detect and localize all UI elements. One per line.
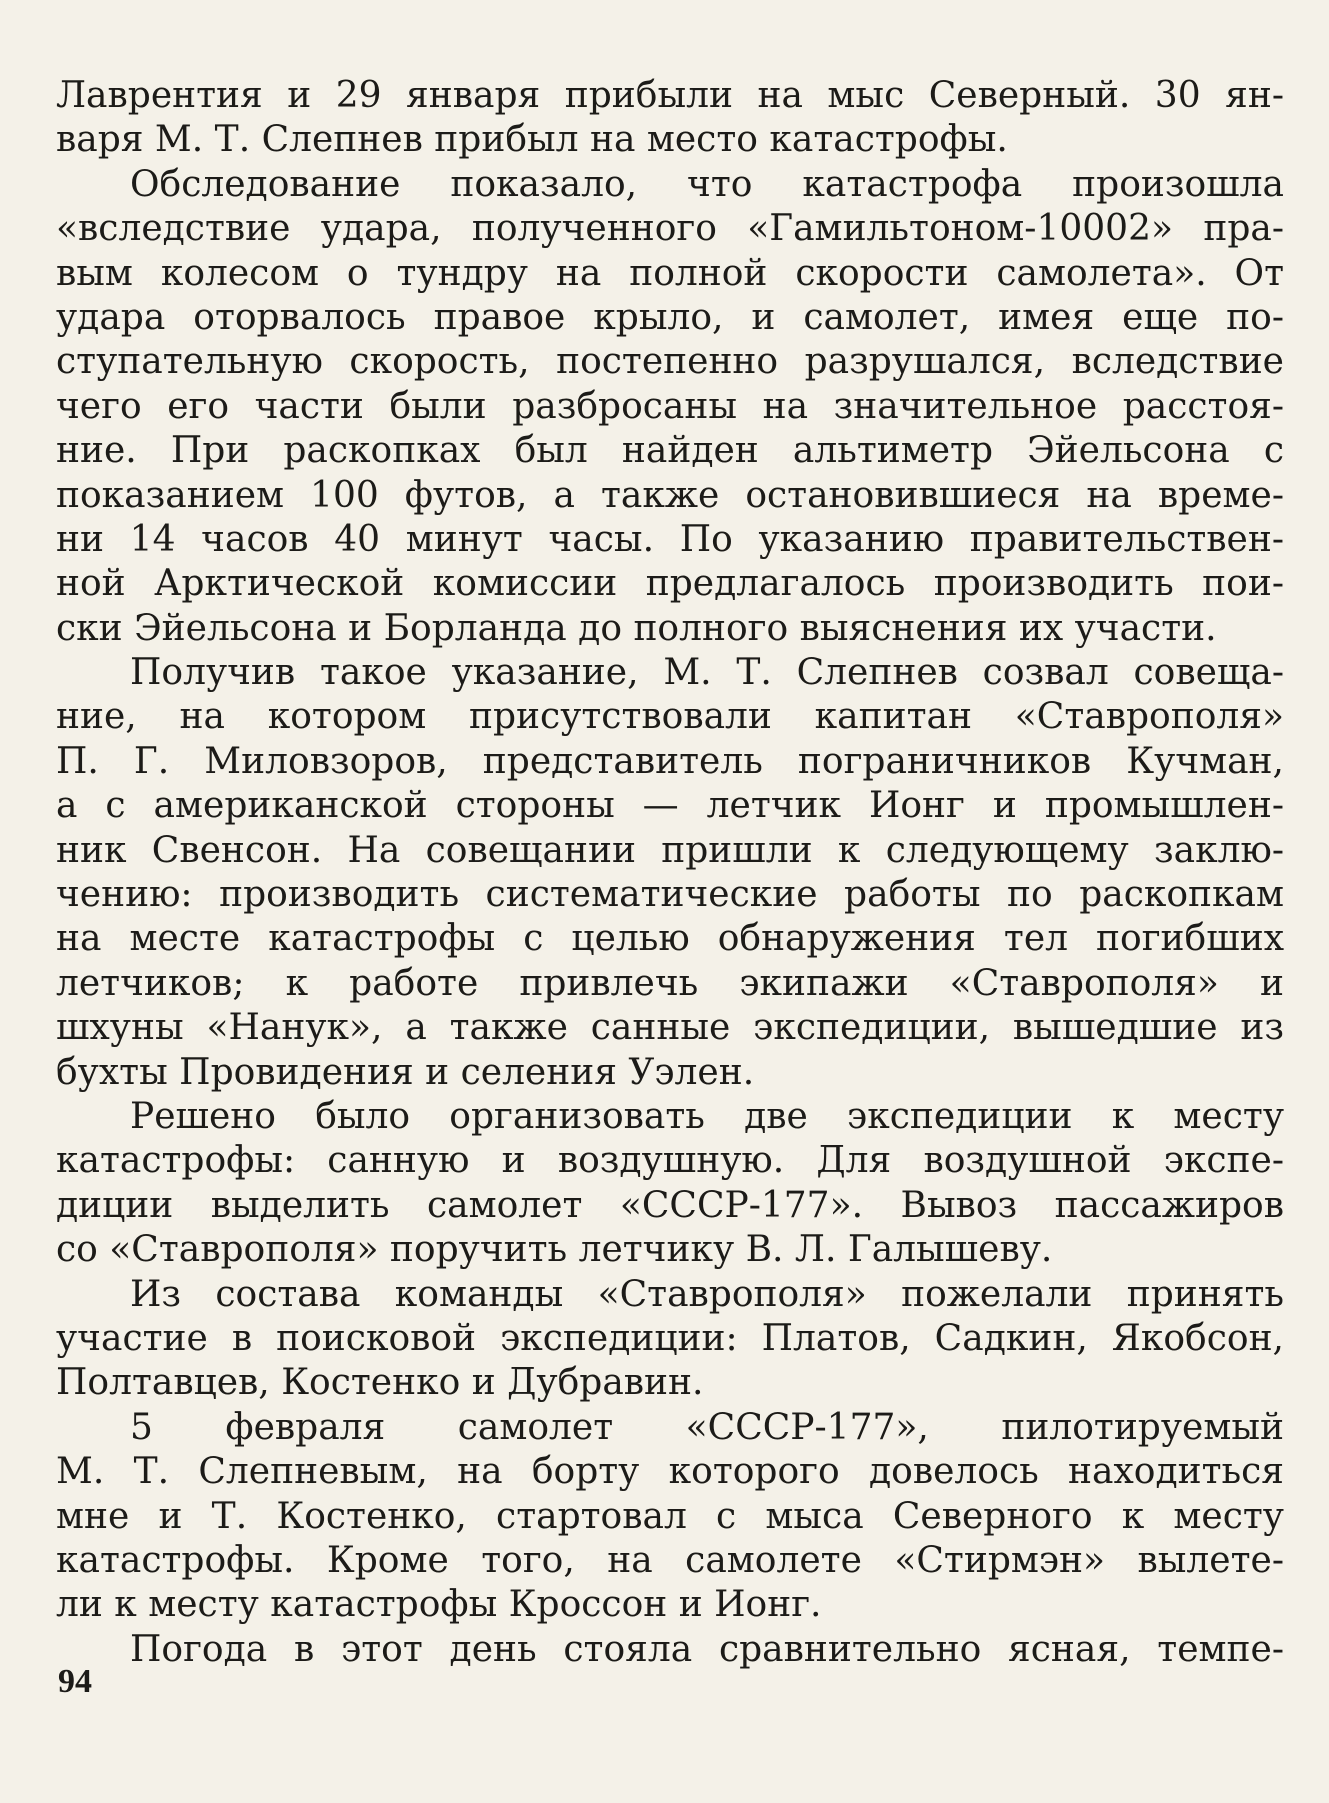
text-line: ной Арктической комиссии предлагалось производить пои- bbox=[56, 563, 1284, 605]
text-line: варя М. Т. Слепнев прибыл на место катастрофы. bbox=[56, 119, 1008, 161]
text-line: Получив такое указание, М. Т. Слепнев созвал совеща- bbox=[130, 652, 1284, 694]
text-line: Лаврентия и 29 января прибыли на мыс Северный. 30 ян- bbox=[56, 75, 1284, 116]
paragraph-2 bbox=[56, 163, 1284, 651]
paragraph-4 bbox=[56, 1095, 1284, 1273]
text-line: участие в поисковой экспедиции: Платов, Садкин, Якобсон, bbox=[56, 1317, 1284, 1359]
text-line: Погода в этот день стояла сравнительно ясная, темпе- bbox=[130, 1628, 1284, 1670]
text-line: Из состава команды «Ставрополя» пожелали принять bbox=[130, 1273, 1284, 1315]
text-line: ступательную скорость, постепенно разрушался, вследствие bbox=[56, 341, 1284, 383]
text-line: ни 14 часов 40 минут часы. По указанию правительствен- bbox=[56, 518, 1284, 560]
text-line: П. Г. Миловзоров, представитель пограничников Кучман, bbox=[56, 740, 1284, 782]
text-line: удара оторвалось правое крыло, и самолет, имея еще по- bbox=[56, 296, 1284, 338]
paragraph-3 bbox=[56, 651, 1284, 1095]
text-line: Решено было организовать две экспедиции к месту bbox=[130, 1095, 1284, 1137]
text-line: летчиков; к работе привлечь экипажи «Ставрополя» и bbox=[56, 962, 1284, 1004]
paragraph-5 bbox=[56, 1273, 1284, 1406]
text-line: со «Ставрополя» поручить летчику В. Л. Галышеву. bbox=[56, 1229, 1053, 1271]
text-line: катастрофы: санную и воздушную. Для воздушной экспе- bbox=[56, 1140, 1284, 1182]
paragraph-7 bbox=[56, 1628, 1284, 1672]
text-line: вым колесом о тундру на полной скорости самолета». От bbox=[56, 252, 1284, 294]
text-line: катастрофы. Кроме того, на самолете «Стирмэн» вылете- bbox=[56, 1539, 1284, 1581]
paragraph-1 bbox=[56, 74, 1284, 163]
text-line: ние, на котором присутствовали капитан «Ставрополя» bbox=[56, 696, 1284, 738]
text-line: ние. При раскопках был найден альтиметр Эйельсона с bbox=[56, 430, 1284, 472]
text-line: а с американской стороны — летчик Ионг и промышлен- bbox=[56, 785, 1284, 827]
text-line: чению: производить систематические работы по раскопкам bbox=[56, 874, 1284, 916]
page-number: 94 bbox=[58, 1663, 92, 1700]
text-line: ник Свенсон. На совещании пришли к следующему заклю- bbox=[56, 829, 1284, 871]
text-line: Обследование показало, что катастрофа произошла bbox=[130, 163, 1284, 205]
text-line: диции выделить самолет «СССР-177». Вывоз пассажиров bbox=[56, 1184, 1284, 1226]
text-line: показанием 100 футов, а также остановившиеся на време- bbox=[56, 474, 1284, 516]
text-line: мне и Т. Костенко, стартовал с мыса Северного к месту bbox=[56, 1495, 1284, 1537]
text-line: «вследствие удара, полученного «Гамильтоном-10002» пра- bbox=[56, 208, 1284, 250]
text-line: на месте катастрофы с целью обнаружения тел погибших bbox=[56, 918, 1284, 960]
paragraph-6 bbox=[56, 1406, 1284, 1628]
text-line: чего его части были разбросаны на значительное расстоя- bbox=[56, 385, 1284, 427]
page-body bbox=[56, 74, 1284, 1672]
text-line: 5 февраля самолет «СССР-177», пилотируемый bbox=[130, 1406, 1284, 1448]
text-line: ли к месту катастрофы Кроссон и Ионг. bbox=[56, 1584, 822, 1626]
text-line: ски Эйельсона и Борланда до полного выяснения их участи. bbox=[56, 607, 1217, 649]
text-line: М. Т. Слепневым, на борту которого довелось находиться bbox=[56, 1451, 1284, 1493]
text-line: Полтавцев, Костенко и Дубравин. bbox=[56, 1362, 704, 1404]
text-line: бухты Провидения и селения Уэлен. bbox=[56, 1051, 755, 1093]
text-line: шхуны «Нанук», а также санные экспедиции, вышедшие из bbox=[56, 1007, 1284, 1049]
